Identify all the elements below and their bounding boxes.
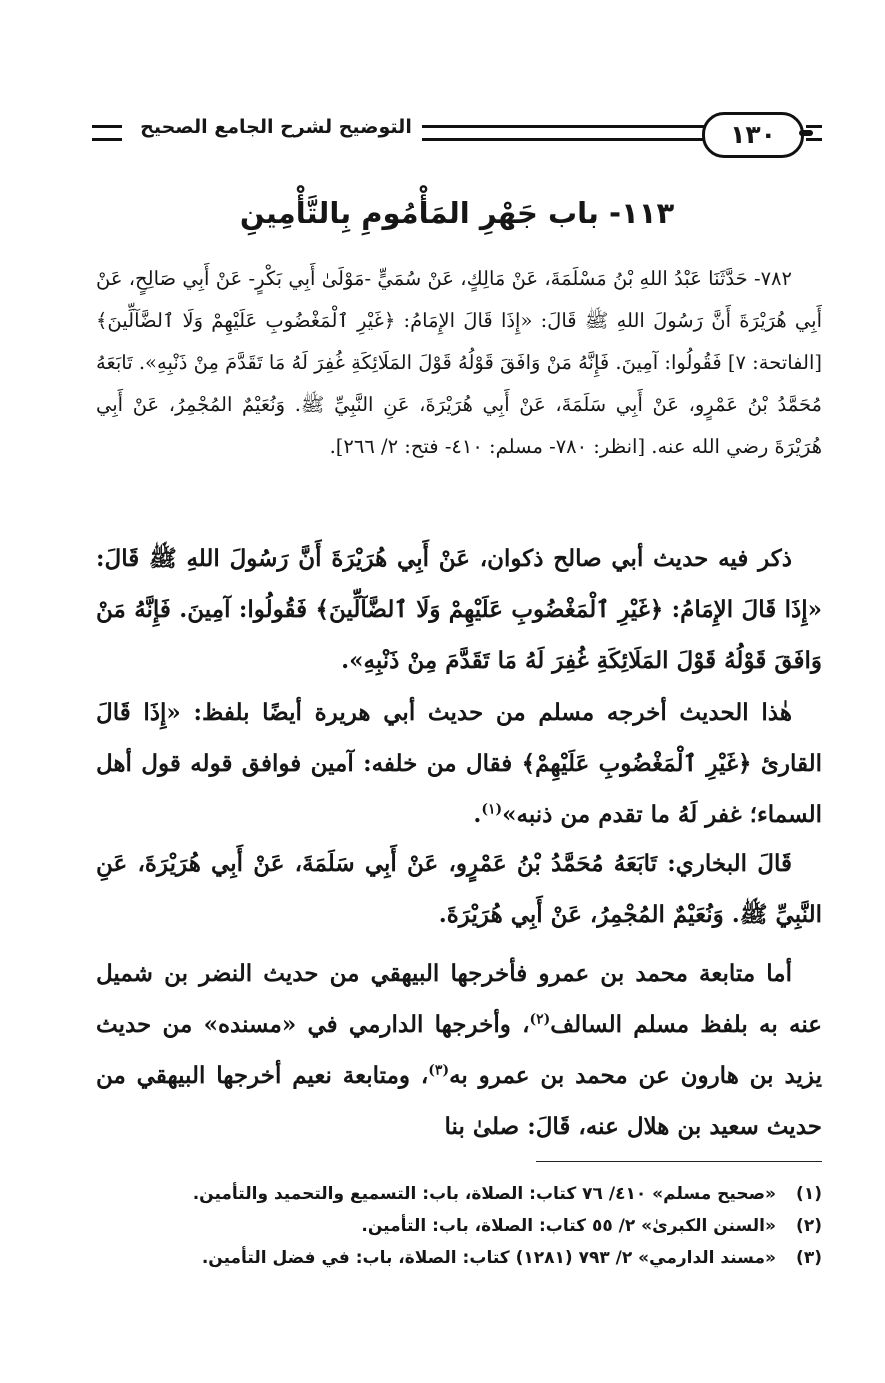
hadith-paragraph: ٧٨٢- حَدَّثَنَا عَبْدُ اللهِ بْنُ مَسْلَمَةَ، عَنْ مَالِكٍ، عَنْ سُمَيٍّ -مَوْلَىٰ أَبِي بَكْرٍ- عَنْ أَبِي صَالِحٍ، عَنْ أَبِي هُرَيْرَةَ أَنَّ رَسُولَ اللهِ ﷺ قَالَ: «إِذَا قَالَ الإِمَامُ: ﴿غَيْرِ ٱلْمَغْضُوبِ عَلَيْهِمْ وَلَا ٱلضَّآلِّينَ﴾ [الفاتحة: ٧] فَقُولُوا: آمِينَ. فَإِنَّهُ مَنْ وَافَقَ قَوْلُهُ قَوْلَ المَلَائِكَةِ غُفِرَ لَهُ مَا تَقَدَّمَ مِنْ ذَنْبِهِ». تَابَعَهُ مُحَمَّدُ بْنُ عَمْرٍو، عَنْ أَبِي سَلَمَةَ، عَنْ أَبِي هُرَيْرَةَ، عَنِ النَّبِيِّ ﷺ. وَنُعَيْمٌ المُجْمِرُ، عَنْ أَبِي هُرَيْرَةَ رضي الله عنه. [انظر: ٧٨٠- مسلم: ٤١٠- فتح: ٢/ ٢٦٦]. <box>96 267 822 458</box>
hadith-text <box>96 258 822 468</box>
commentary-paragraph-4 <box>96 948 822 1152</box>
footnote-divider <box>536 1161 822 1162</box>
chapter-heading: ١١٣- باب جَهْرِ المَأْمُومِ بِالتَّأْمِينِ <box>239 196 675 230</box>
footnote-text: «صحيح مسلم» ٤١٠/ ٧٦ كتاب: الصلاة، باب: التسميع والتحميد والتأمين. <box>192 1184 776 1204</box>
commentary-text-4c: ، ومتابعة نعيم أخرجها البيهقي من حديث سعيد بن هلال عنه، قَالَ: صلىٰ بنا <box>96 1062 822 1140</box>
running-title: التوضيح لشرح الجامع الصحيح <box>140 116 412 138</box>
footnote-3 <box>96 1242 822 1274</box>
footnotes <box>96 1178 822 1274</box>
header-rule-right <box>806 125 822 141</box>
page-number: ١٣٠ <box>702 112 804 158</box>
footnote-1 <box>96 1178 822 1210</box>
running-header <box>92 112 822 156</box>
commentary-text-1: ذكر فيه حديث أبي صالح ذكوان، عَنْ أَبِي هُرَيْرَةَ أَنَّ رَسُولَ اللهِ ﷺ قَالَ: «إِذَا قَالَ الإِمَامُ: ﴿غَيْرِ ٱلْمَغْضُوبِ عَلَيْهِمْ وَلَا ٱلضَّآلِّينَ﴾ فَقُولُوا: آمِينَ. فَإِنَّهُ مَنْ وَافَقَ قَوْلُهُ قَوْلَ المَلَائِكَةِ غُفِرَ لَهُ مَا تَقَدَّمَ مِنْ ذَنْبِهِ». <box>96 545 822 674</box>
footnote-number: (١) <box>796 1184 822 1204</box>
commentary-text-4 <box>96 948 822 1152</box>
commentary-text-3: قَالَ البخاري: تَابَعَهُ مُحَمَّدُ بْنُ عَمْرٍو، عَنْ أَبِي سَلَمَةَ، عَنْ أَبِي هُرَيْرَةَ، عَنِ النَّبِيِّ ﷺ. وَنُعَيْمٌ المُجْمِرُ، عَنْ أَبِي هُرَيْرَةَ. <box>96 850 822 928</box>
footnote-number: (٣) <box>796 1248 822 1268</box>
footnote-ref-2[interactable]: (٢) <box>529 1011 551 1028</box>
footnote-number: (٢) <box>796 1216 822 1236</box>
footnote-text: «مسند الدارمي» ٢/ ٧٩٣ (١٢٨١) كتاب: الصلاة، باب: في فضل التأمين. <box>201 1248 776 1268</box>
commentary-paragraph-2 <box>96 687 822 840</box>
commentary-text-4a: أما متابعة محمد بن عمرو فأخرجها البيهقي من حديث النضر بن شميل عنه به بلفظ مسلم السالف <box>96 960 822 1038</box>
commentary-paragraph-1 <box>96 533 822 686</box>
footnote-2 <box>96 1210 822 1242</box>
footnote-ref-1[interactable]: (١) <box>481 801 503 818</box>
commentary-text-2 <box>96 687 822 840</box>
footnote-text: «السنن الكبرىٰ» ٢/ ٥٥ كتاب: الصلاة، باب: التأمين. <box>361 1216 776 1236</box>
commentary-text-2-body: هٰذا الحديث أخرجه مسلم من حديث أبي هريرة أيضًا بلفظ: «إِذَا قَالَ القارئ ﴿غَيْرِ ٱلْمَغْضُوبِ عَلَيْهِمْ﴾ فقال من خلفه: آمين فوافق قوله قول أهل السماء؛ غفر لَهُ ما تقدم من ذنبه» <box>96 699 822 828</box>
commentary-text-2-end: . <box>473 801 482 828</box>
footnote-ref-3[interactable]: (٣) <box>428 1062 450 1079</box>
commentary-text-4b: ، وأخرجها الدارمي في «مسنده» من حديث يزيد بن هارون عن محمد بن عمرو به <box>96 1011 823 1089</box>
commentary-paragraph-3 <box>96 838 822 940</box>
header-rule-left <box>92 125 122 141</box>
